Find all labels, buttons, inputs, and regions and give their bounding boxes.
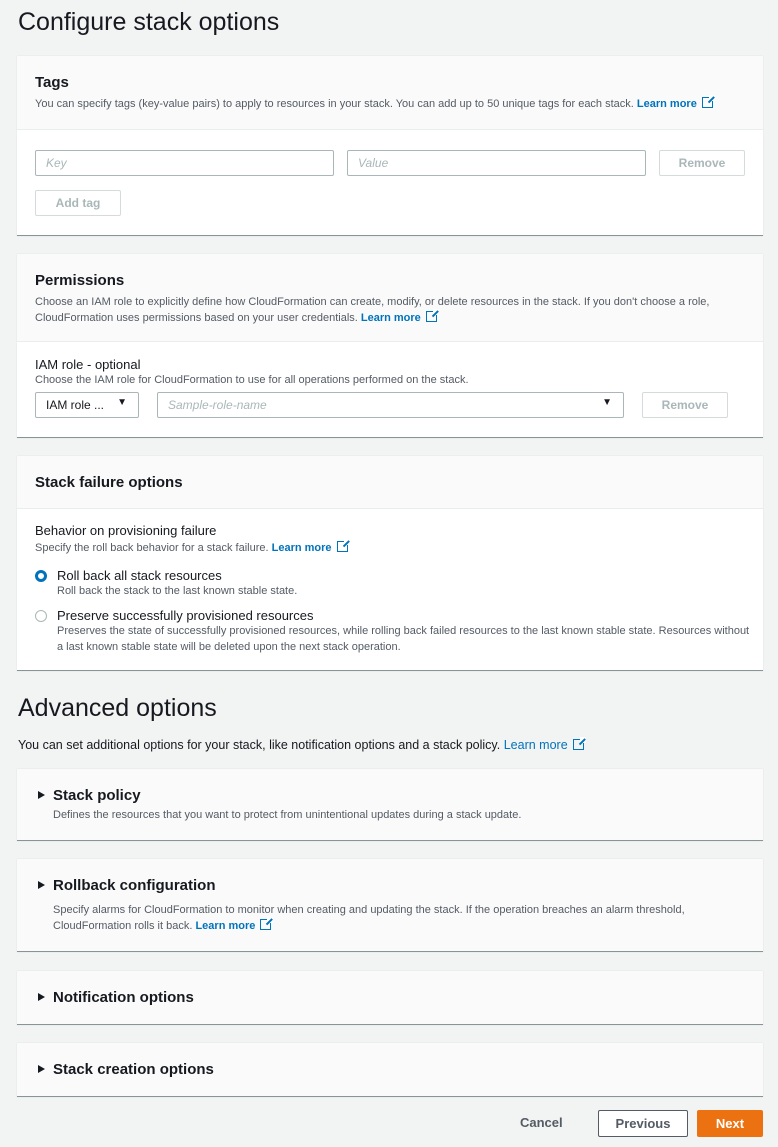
stack-policy-title[interactable]: Stack policy bbox=[53, 787, 141, 804]
rollback-configuration-description: Specify alarms for CloudFormation to monitor when creating and updating the stack. If the operation breaches an alarm threshold, CloudFormation rolls it back. bbox=[53, 904, 685, 932]
page-title: Configure stack options bbox=[18, 8, 280, 36]
notification-options-section[interactable] bbox=[17, 971, 763, 1025]
caret-right-icon bbox=[38, 993, 45, 1001]
external-link-icon bbox=[426, 311, 437, 322]
permissions-description: Choose an IAM role to explicitly define how CloudFormation can create, modify, or delete resources in the stack. If you don't choose a role, CloudFormation uses permissions based on your user credentials. bbox=[35, 296, 710, 324]
external-link-icon bbox=[573, 739, 584, 750]
next-button[interactable]: Next bbox=[697, 1110, 763, 1137]
caret-right-icon bbox=[38, 1065, 45, 1073]
tag-key-input[interactable]: Key bbox=[35, 150, 334, 176]
caret-right-icon bbox=[38, 881, 45, 889]
stack-policy-section[interactable] bbox=[17, 769, 763, 841]
caret-down-icon: ▼ bbox=[117, 397, 127, 408]
permissions-title: Permissions bbox=[35, 272, 125, 289]
rollback-configuration-title[interactable]: Rollback configuration bbox=[53, 877, 216, 894]
iam-role-label: IAM role - optional bbox=[35, 357, 141, 372]
stack-policy-description: Defines the resources that you want to protect from unintentional updates during a stack update. bbox=[53, 809, 522, 821]
rollback-all-description: Roll back the stack to the last known stable state. bbox=[57, 585, 298, 597]
stack-failure-card bbox=[17, 456, 763, 671]
notification-options-title[interactable]: Notification options bbox=[53, 989, 194, 1006]
iam-role-description: Choose the IAM role for CloudFormation to use for all operations performed on the stack. bbox=[35, 374, 469, 386]
tag-value-input[interactable]: Value bbox=[347, 150, 646, 176]
tags-learn-more-link[interactable]: Learn more bbox=[637, 98, 713, 110]
external-link-icon bbox=[260, 919, 271, 930]
rollback-all-label[interactable]: Roll back all stack resources bbox=[57, 568, 222, 583]
preserve-resources-label[interactable]: Preserve successfully provisioned resources bbox=[57, 608, 314, 623]
permissions-learn-more-link[interactable]: Learn more bbox=[361, 312, 437, 324]
failure-learn-more-link[interactable]: Learn more bbox=[272, 542, 348, 554]
behavior-description: Specify the roll back behavior for a stack failure. bbox=[35, 542, 269, 554]
stack-failure-title: Stack failure options bbox=[35, 474, 183, 491]
caret-down-icon: ▼ bbox=[602, 397, 612, 408]
caret-right-icon bbox=[38, 791, 45, 799]
behavior-label: Behavior on provisioning failure bbox=[35, 523, 217, 538]
remove-tag-button[interactable]: Remove bbox=[659, 150, 745, 176]
stack-creation-options-title[interactable]: Stack creation options bbox=[53, 1061, 214, 1078]
tags-description: You can specify tags (key-value pairs) to apply to resources in your stack. You can add up to 50 unique tags for each stack. bbox=[35, 98, 634, 110]
previous-button[interactable]: Previous bbox=[598, 1110, 688, 1137]
advanced-options-title: Advanced options bbox=[18, 694, 217, 722]
remove-role-button[interactable]: Remove bbox=[642, 392, 728, 418]
iam-role-type-select[interactable]: IAM role ... ▼ bbox=[35, 392, 139, 418]
permissions-card bbox=[17, 254, 763, 438]
add-tag-button[interactable]: Add tag bbox=[35, 190, 121, 216]
tags-title: Tags bbox=[35, 74, 69, 91]
rollback-all-radio[interactable] bbox=[35, 570, 47, 582]
rollback-configuration-section[interactable] bbox=[17, 859, 763, 952]
role-name-select[interactable]: Sample-role-name ▼ bbox=[157, 392, 624, 418]
advanced-learn-more-link[interactable]: Learn more bbox=[504, 738, 584, 752]
rollback-learn-more-link[interactable]: Learn more bbox=[195, 920, 271, 932]
cancel-button[interactable]: Cancel bbox=[520, 1115, 563, 1130]
stack-creation-options-section[interactable] bbox=[17, 1043, 763, 1097]
advanced-description: You can set additional options for your stack, like notification options and a stack policy. bbox=[18, 738, 501, 752]
preserve-resources-description: Preserves the state of successfully provisioned resources, while rolling back failed resources to the last known stable state. Resources without a last known stable state will be deleted upon the next stack operation. bbox=[57, 625, 750, 653]
preserve-resources-radio[interactable] bbox=[35, 610, 47, 622]
tags-card bbox=[17, 56, 763, 236]
external-link-icon bbox=[337, 541, 348, 552]
external-link-icon bbox=[702, 97, 713, 108]
